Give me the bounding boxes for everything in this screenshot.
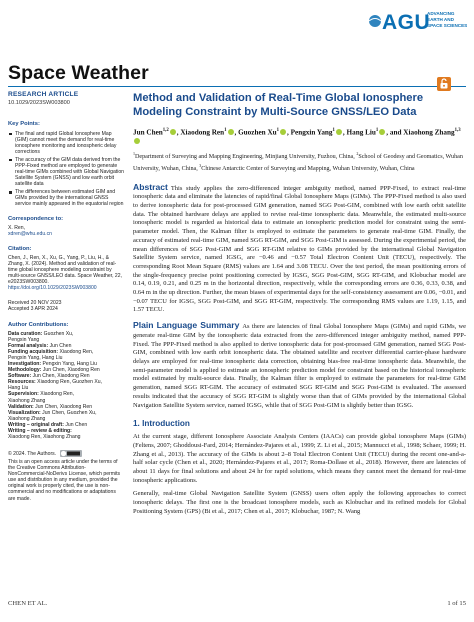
- contribution-role: Validation:: [8, 403, 36, 410]
- orcid-icon[interactable]: [170, 129, 176, 135]
- contribution-names: Jun Chen, Xiaodong Ren: [42, 367, 100, 374]
- contribution-names: Pengxin Yang: [8, 336, 40, 343]
- orcid-icon[interactable]: [134, 138, 140, 144]
- article-title: Method and Validation of Real-Time Global Ionosphere Modeling Constraint by Multi-Source GNSS/LEO Data: [133, 92, 424, 118]
- page-footer: [8, 598, 466, 612]
- affiliation-marker: 3: [199, 162, 202, 168]
- copyright: © 2024. The Authors.: [8, 450, 124, 457]
- contribution-names: Jun Chen, Xiaodong Ren: [32, 373, 90, 380]
- contribution-names: Xiaodong Ren, Xiaohong Zhang: [8, 434, 81, 441]
- contribution-names: Jun Chen: [65, 421, 88, 428]
- contribution-role: Supervision:: [8, 391, 41, 398]
- affiliations: [133, 150, 466, 172]
- correspondence-email[interactable]: xdren@whu.edu.cn: [8, 231, 52, 238]
- correspondence-name: X. Ren,: [8, 225, 25, 232]
- orcid-icon[interactable]: [228, 129, 234, 135]
- plain-language-summary: [133, 321, 466, 410]
- author-affiliation-marker: 1,3: [454, 128, 461, 134]
- open-access-lock-icon: [437, 77, 451, 91]
- key-point: The accuracy of the GIM data derived from the PPP-Fixed method are employed to generate real-time GIMs combined with Global Navigation Satellite System (GNSS) and low earth orbit satellite data: [8, 157, 124, 187]
- contribution-role: Writing – original draft:: [8, 421, 66, 428]
- journal-title[interactable]: Space Weather: [8, 62, 149, 84]
- affiliation-text: Department of Surveying and Mapping Engineering, Minjiang University, Fuzhou, China,: [135, 154, 357, 161]
- author-name[interactable]: Xiaodong Ren: [180, 128, 225, 137]
- article-type: RESEARCH ARTICLE: [8, 91, 79, 98]
- correspondence-heading: Correspondence to:: [8, 216, 64, 223]
- creative-commons-icon: [60, 450, 82, 457]
- orcid-icon[interactable]: [280, 129, 286, 135]
- abstract-label: Abstract: [133, 181, 168, 192]
- doi[interactable]: 10.1029/2023SW003800: [8, 99, 70, 106]
- citation-heading: Citation:: [8, 246, 32, 253]
- contribution-names: Xiaohong Zhang: [8, 415, 46, 422]
- author-name[interactable]: Xiaohong Zhang: [403, 128, 455, 137]
- contribution-role: Methodology:: [8, 367, 43, 374]
- pls-text: As there are latencies of final Global Ionosphere Maps (GIMs) and rapid GIMs, we generate real-time GIM by the ionospheric data extracted from the zero-differenced integer ambiguity method, named PPP-Fixed. The PPP-Fixed method is also applied to derive ionospheric data for post-processed GIM generation, named SGG Post-GIM, combined with low earth orbit ionospheric data. The obtained satellite and receiver differential carrier-phase hardware delays are employed for real-time ionospheric data correction, obtaining bias-free real-time ionospheric data. Meanwhile, the semi-parameter model is applied to estimate an ionospheric prediction model for constraint based on the historical ionospheric model estimated by multi-source data. Finally, the Kalman filter is employed to estimate the parameters for real-time GIM generation, named SGG RT-GIM. The accuracy of estimated SGG RT-GIM and SGG Post-GIM is evaluated. The assessed results indicated that the accuracy of SGG RT-GIM is slightly worse than that of GIMs provided by the international Global Navigation Satellite System service, named IGSG, while that of SGG Post-GIM is slightly better than IGSG.: [133, 323, 466, 409]
- contribution-names: Xiaodong Ren,: [40, 391, 74, 398]
- author-name[interactable]: Hang Liu: [346, 128, 376, 137]
- author-affiliation-marker: 1: [276, 128, 280, 134]
- affiliation-text: School of Geodesy and Geomatics, Wuhan University, Wuhan, China,: [133, 154, 463, 172]
- contribution-names: Jun Chen, Xiaodong Ren: [35, 403, 93, 410]
- contribution-names: Guozhen Xu,: [43, 330, 74, 337]
- citation-text: Chen, J., Ren, X., Xu, G., Yang, P., Liu, H., & Zhang, X. (2024). Method and validation of real-time global ionosphere modeling constraint by multi-source GNSS/LEO data. Space Weather, 22, e2023SW003800.: [8, 255, 123, 286]
- author-affiliation-marker: 1: [332, 128, 335, 134]
- contribution-role: Writing – review & editing:: [8, 428, 72, 435]
- footer-authors: CHEN ET AL.: [8, 600, 48, 607]
- author-name[interactable]: Pengxin Yang: [290, 128, 333, 137]
- contribution-role: Resources:: [8, 379, 38, 386]
- article-sidebar: [8, 91, 124, 502]
- accepted-date: Accepted 3 APR 2024: [8, 306, 58, 313]
- contribution-role: Software:: [8, 373, 33, 380]
- orcid-icon[interactable]: [379, 129, 385, 135]
- abstract-text: This study applies the zero-differenced integer ambiguity method, named PPP-Fixed, to extract real-time ionospheric data and eliminate the latencies of rapid/final Global Ionosphere Maps (GIMs). The PPP-Fixed method is also used to derive ionospheric data for post-processed GIM generation, named SGG Post-GIM, combined with low earth orbit satellite data. The obtained hardware delays are applied to revise real-time ionospheric data. Meanwhile, the estimated multi-source ionospheric model is regarded as historical data to estimate an ionospheric prediction model for constraint using the semi-parameter model. Then, the Kalman filter is employed to estimate the parameters to generate real-time GIM. Finally, the accuracy of estimated real-time GIM, named SGG RT-GIM, and SGG Post-GIM is assessed. During the experimental period, the mean differences of SGG Post-GIM and SGG RT-GIM relative to GIMs provided by the international Global Navigation Satellite System service, named IGSG, are −0.46 and −0.57 Total Electron Content Unit (TECU), respectively. The corresponding Root Mean Square (RMS) values are 1.64 and 3.08 TECU. Over the test period, the mean positioning errors of the single-frequency precise point positioning corrected by IGSG, SGG Post-GIM, SGG RT-GIM, and Klobuchar model are 0.14, 0.19, 0.21, and 0.25 m in the horizontal direction, respectively, while the corresponding errors are 0.36, 0.33, 0.38, and 0.64 m in the up direction. Further, the mean biases of experimental days for the self-consistency assessment are 0.06, −0.01, and −0.07 TECU for IGSG, SGG Post-GIM, and SGG RT-GIM, respectively. The corresponding RMS values are 1.19, 1.15, and 1.57 TECU.: [133, 184, 466, 314]
- license-text: This is an open access article under the terms of the Creative Commons Attribution-NonCommercial-NoDerivs License, which permits use and distribution in any medium, provided the original work is properly cited, the use is non-commercial and no modifications or adaptations are made.: [8, 459, 121, 502]
- contribution-role: Funding acquisition:: [8, 348, 60, 355]
- section-heading-introduction: 1. Introduction: [133, 419, 190, 429]
- header-rule: [8, 86, 466, 87]
- contribution-role: Data curation:: [8, 330, 44, 337]
- article-main: [133, 92, 466, 517]
- key-points-list: [8, 131, 124, 208]
- abstract: [133, 183, 466, 316]
- author-contributions-heading: Author Contributions:: [8, 321, 69, 328]
- author-list: Jun Chen$^{1,2}$ , Xiaodong Ren$^1$ , Guozhen Xu$^1$ , Pengxin Yang$^1$ , Hang Liu$^1$ , and Xiaohong Zhang$^{1,3}$: [133, 126, 466, 147]
- agu-logo[interactable]: [366, 8, 470, 38]
- author-affiliation-marker: 1: [375, 128, 379, 134]
- contribution-role: Formal analysis:: [8, 342, 50, 349]
- key-point: The differences between estimated GIM and GIMs provided by the international GNSS service mainly appeared in the equatorial region: [8, 189, 124, 207]
- author-contributions: [8, 331, 124, 441]
- contribution-names: Xiaohong Zhang: [8, 397, 46, 404]
- contribution-role: Investigation:: [8, 361, 43, 367]
- intro-paragraph-2: Generally, real-time Global Navigation Satellite System (GNSS) users often apply the following approaches to correct ionospheric delays. The first one is the broadcast ionosphere models, such as Klobuchar and its refined models for Global Positioning System (GPS) (Bi et al., 2017; Chen et al., 2017; Klobuchar, 1987; N. Wang: [133, 490, 466, 515]
- author-affiliation-marker: 1,2: [162, 128, 169, 134]
- contribution-names: Xiaodong Ren,: [59, 348, 94, 355]
- contribution-row: [8, 434, 124, 440]
- key-point: The final and rapid Global Ionosphere Map (GIM) cannot meet the demand for real-time ionosphere monitoring and ionospheric delay corrections: [8, 131, 124, 155]
- contribution-role: Visualization:: [8, 409, 43, 416]
- contribution-names: Jun Chen: [49, 342, 72, 349]
- contribution-names: Xiaodong Ren, Guozhen Xu,: [37, 379, 103, 386]
- page-number: 1 of 15: [447, 600, 466, 607]
- agu-tagline: ADVANCING EARTH AND SPACE SCIENCES: [427, 11, 468, 28]
- author-name[interactable]: Jun Chen: [133, 128, 163, 137]
- pls-label: Plain Language Summary: [133, 320, 240, 331]
- citation-link[interactable]: https://doi.org/10.1029/2023SW003800: [8, 285, 97, 292]
- received-date: Received 20 NOV 2023: [8, 300, 62, 307]
- agu-wordmark: AGU: [382, 11, 431, 34]
- contribution-names: Hang Liu: [8, 385, 29, 392]
- affiliation-marker: 1: [133, 151, 135, 157]
- affiliation-text: Chinese Antarctic Center of Surveying and Mapping, Wuhan University, Wuhan, China: [201, 165, 415, 172]
- contribution-names: Pengxin Yang, Hang Liu: [8, 354, 63, 361]
- orcid-icon[interactable]: [336, 129, 342, 135]
- contribution-names: Pengxin Yang, Hang Liu: [42, 361, 97, 367]
- intro-paragraph-1: At the current stage, different Ionosphere Associate Analysis Centers (IAACs) can provide global ionosphere Maps (GIMs) (Feltens, 2007; Ghoddousi-Fard, 2014; Hernández-Pajares et al., 1999; Z. Li et al., 2015; Mannucci et al., 1998; Schaer, 1999; H. Zhang et al., 2013). The accuracy of the GIMs is about 2–8 Total Electron Content Unit (TECU) during the recent one-and-a-half solar cycle (Chen et al., 2020; Hernández-Pajares et al., 2017; Roma-Dollase et al., 2018). However, there are latencies of about 11 days for final solutions and about 24 hr for rapid solutions, which means they cannot meet the demand for real-time ionospheric applications.: [133, 433, 466, 484]
- affiliation-marker: 2: [356, 151, 359, 157]
- author-affiliation-marker: 1: [224, 128, 227, 134]
- contribution-names: Jun Chen, Guozhen Xu,: [42, 409, 97, 416]
- author-name[interactable]: Guozhen Xu: [238, 128, 277, 137]
- key-points-heading: Key Points:: [8, 120, 40, 127]
